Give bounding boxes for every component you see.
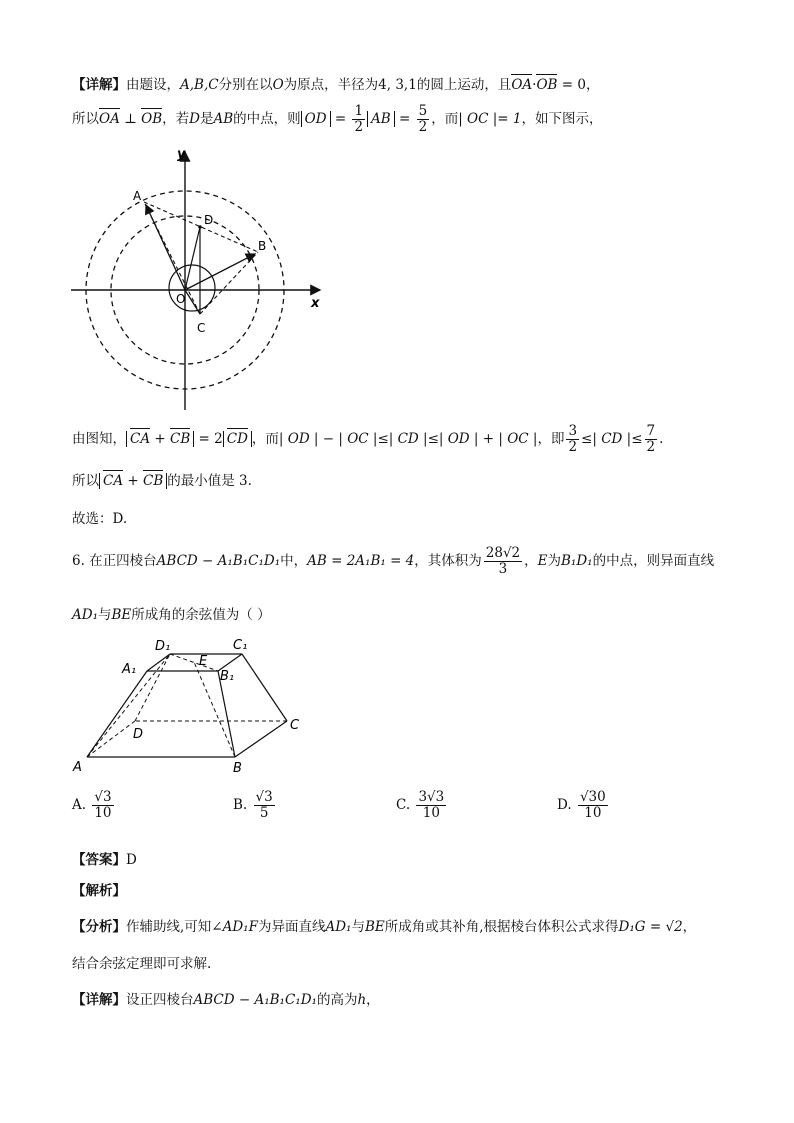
vector-ob-line	[185, 254, 255, 290]
frac-num: 3√3	[418, 789, 445, 805]
label-e: E	[199, 654, 208, 669]
point-d	[198, 225, 202, 229]
text: 作辅助线,可知	[126, 919, 212, 935]
text: 故选：D.	[72, 511, 128, 527]
analysis-line	[72, 879, 126, 899]
fraction-seven-halves	[645, 424, 658, 455]
math-equals-zero: = 0	[561, 77, 586, 93]
detail-line-5	[72, 507, 127, 527]
xiangjie-line	[72, 988, 380, 1008]
frac-den: 10	[422, 805, 440, 821]
frac-den: 2	[568, 439, 578, 455]
detail-line-3	[72, 424, 663, 455]
text: 分别在以	[218, 77, 273, 93]
text: 的最小值是 3.	[167, 473, 252, 489]
answer-line	[72, 848, 137, 868]
label-d1: D₁	[155, 639, 171, 654]
edge-c-c1	[242, 654, 287, 721]
text: 为异面直线	[257, 919, 326, 935]
vector-cd: CD	[226, 431, 248, 447]
text: 由图知，	[72, 431, 126, 447]
abs-ca-plus-cb	[99, 473, 167, 489]
text: ，而	[431, 111, 459, 127]
math-be: BE	[111, 607, 132, 623]
edge-d-a	[87, 721, 135, 757]
equals-two: = 2	[198, 431, 223, 447]
vector-cb: CB	[170, 431, 191, 447]
frac-den: 2	[418, 119, 428, 135]
text: 为	[547, 553, 561, 569]
plus: +	[127, 473, 139, 489]
text: 的中点，则异面直线	[592, 553, 715, 569]
answer-value: D	[126, 852, 137, 868]
fraction-five-halves	[417, 104, 430, 135]
frac-den: 10	[94, 805, 112, 821]
math-e: E	[537, 553, 548, 569]
option-fraction	[578, 790, 608, 821]
label-o: O	[176, 292, 186, 306]
frac-den: 2	[354, 119, 364, 135]
vector-ca: CA	[103, 473, 124, 489]
frac-num: 5	[418, 103, 428, 119]
label-d: D	[204, 213, 214, 227]
math-solid: ABCD − A₁B₁C₁D₁	[193, 992, 317, 1008]
option-label: D.	[557, 797, 572, 813]
fenxi-line-1	[72, 915, 696, 935]
equals: =	[334, 111, 347, 127]
detail-tag: 【详解】	[72, 992, 126, 1008]
fraction-half	[352, 104, 365, 135]
segment-od	[185, 227, 200, 290]
math-ad1: AD₁	[72, 607, 98, 623]
math-d: D	[189, 111, 200, 127]
text: 的中点，则	[233, 111, 301, 127]
label-b: B	[258, 239, 267, 253]
dot-operator: ·	[532, 77, 537, 93]
text: ，其体积为	[414, 553, 482, 569]
segment-b1d1	[170, 654, 218, 671]
math-relation: AB = 2A₁B₁ = 4	[307, 553, 415, 569]
text: 的圆上运动，且	[416, 77, 512, 93]
math-ad1: AD₁	[325, 919, 352, 935]
text: ，	[366, 992, 380, 1008]
option-d[interactable]	[557, 790, 610, 821]
vector-ob: OB	[536, 77, 558, 93]
frac-num: √3	[255, 789, 273, 805]
abs-od: OD	[301, 111, 331, 127]
text: 所成角或其补角,根据棱台体积公式求得	[384, 919, 619, 935]
math-be: BE	[364, 919, 385, 935]
figure-frustum	[65, 630, 315, 780]
text: .	[659, 431, 664, 447]
abs-oc: | OC |= 1	[458, 111, 522, 127]
option-b[interactable]	[233, 790, 277, 821]
frac-num: 7	[646, 423, 656, 439]
text: 的高为	[316, 992, 358, 1008]
frac-num: √30	[579, 789, 606, 805]
inequality-cd: ≤| CD |≤	[581, 431, 643, 447]
detail-line-2	[72, 104, 602, 135]
frac-den: 3	[498, 561, 508, 577]
y-axis-label: y	[177, 147, 186, 162]
x-axis-label: x	[311, 296, 320, 311]
math-ab: AB	[213, 111, 234, 127]
math-h: h	[357, 992, 367, 1008]
label-d: D	[133, 727, 144, 742]
equals: =	[399, 111, 411, 127]
option-fraction	[254, 790, 275, 821]
abs-ab: AB	[367, 111, 395, 127]
vector-ob: OB	[141, 111, 163, 127]
edge-a-a1	[87, 671, 147, 757]
question-6-line-2	[72, 603, 271, 623]
frac-num: 1	[354, 103, 364, 119]
detail-line-1	[72, 73, 599, 93]
plus: +	[154, 431, 166, 447]
figure-circles	[65, 140, 335, 415]
answer-tag: 【答案】	[72, 852, 126, 868]
text: 中，	[280, 553, 308, 569]
math-origin: O	[272, 77, 284, 93]
label-a: A	[133, 189, 142, 203]
text: 所以	[72, 473, 99, 489]
fraction-three-halves	[566, 424, 579, 455]
analysis-tag: 【解析】	[72, 883, 126, 899]
text: 由题设，	[126, 77, 180, 93]
text: 是	[199, 111, 214, 127]
option-fraction	[416, 790, 446, 821]
text: 结合余弦定理即可求解.	[72, 956, 212, 972]
question-6-line-1	[72, 546, 714, 577]
frac-den: 10	[584, 805, 602, 821]
vector-ca: CA	[130, 431, 151, 447]
math-b1d1: B₁D₁	[561, 553, 593, 569]
frac-num: 3	[568, 423, 578, 439]
option-label: A.	[72, 797, 87, 813]
triangle-inequality: | OD | − | OC |≤| CD |≤| OD | + | OC |	[278, 431, 538, 447]
text: 所成角的余弦值为（ ）	[131, 607, 271, 623]
detail-tag: 【详解】	[72, 77, 126, 93]
edge-b-c	[235, 721, 287, 757]
label-c1: C₁	[233, 638, 248, 653]
text: ，而	[251, 431, 279, 447]
detail-line-4	[72, 469, 252, 489]
option-fraction	[92, 790, 113, 821]
fraction-volume	[484, 546, 522, 577]
text: 设正四棱台	[126, 992, 194, 1008]
math-radii: 4, 3,1	[378, 77, 417, 93]
vector-oa: OA	[99, 111, 120, 127]
frac-num: √3	[94, 789, 112, 805]
label-b: B	[233, 761, 242, 776]
text: ，如下图示，	[521, 111, 603, 127]
text: 为原点，半径为	[283, 77, 379, 93]
text: ，若	[162, 111, 190, 127]
text: ，	[524, 553, 538, 569]
frac-den: 2	[646, 439, 656, 455]
math-points: A,B,C	[180, 77, 219, 93]
option-label: C.	[396, 797, 411, 813]
math-angle: ∠AD₁F	[211, 919, 258, 935]
edge-d-d1	[135, 654, 170, 721]
label-c: C	[197, 321, 206, 335]
option-c[interactable]	[396, 790, 448, 821]
frac-den: 5	[259, 805, 269, 821]
fenxi-line-2	[72, 952, 211, 972]
text: ，	[585, 77, 600, 93]
label-a1: A₁	[122, 662, 137, 677]
text: 6. 在正四棱台	[72, 553, 157, 569]
text: 所以	[72, 111, 99, 127]
text: ，	[682, 919, 697, 935]
fenxi-tag: 【分析】	[72, 919, 126, 935]
option-label: B.	[233, 797, 248, 813]
text: 与	[98, 607, 112, 623]
math-d1g: D₁G = √2	[618, 919, 683, 935]
text: 与	[351, 919, 365, 935]
option-a[interactable]	[72, 790, 116, 821]
math-solid: ABCD − A₁B₁C₁D₁	[156, 553, 281, 569]
label-c: C	[290, 718, 300, 733]
vector-cb: CB	[143, 473, 164, 489]
abs-ca-plus-cb	[126, 431, 194, 447]
segment-cb	[200, 252, 258, 314]
label-a: A	[73, 760, 82, 775]
label-b1: B₁	[220, 669, 235, 684]
frac-num: 28√2	[485, 545, 521, 561]
text: ，即	[537, 431, 565, 447]
perp-symbol: ⊥	[124, 111, 137, 127]
abs-cd	[223, 431, 252, 447]
vector-oa: OA	[511, 77, 533, 93]
